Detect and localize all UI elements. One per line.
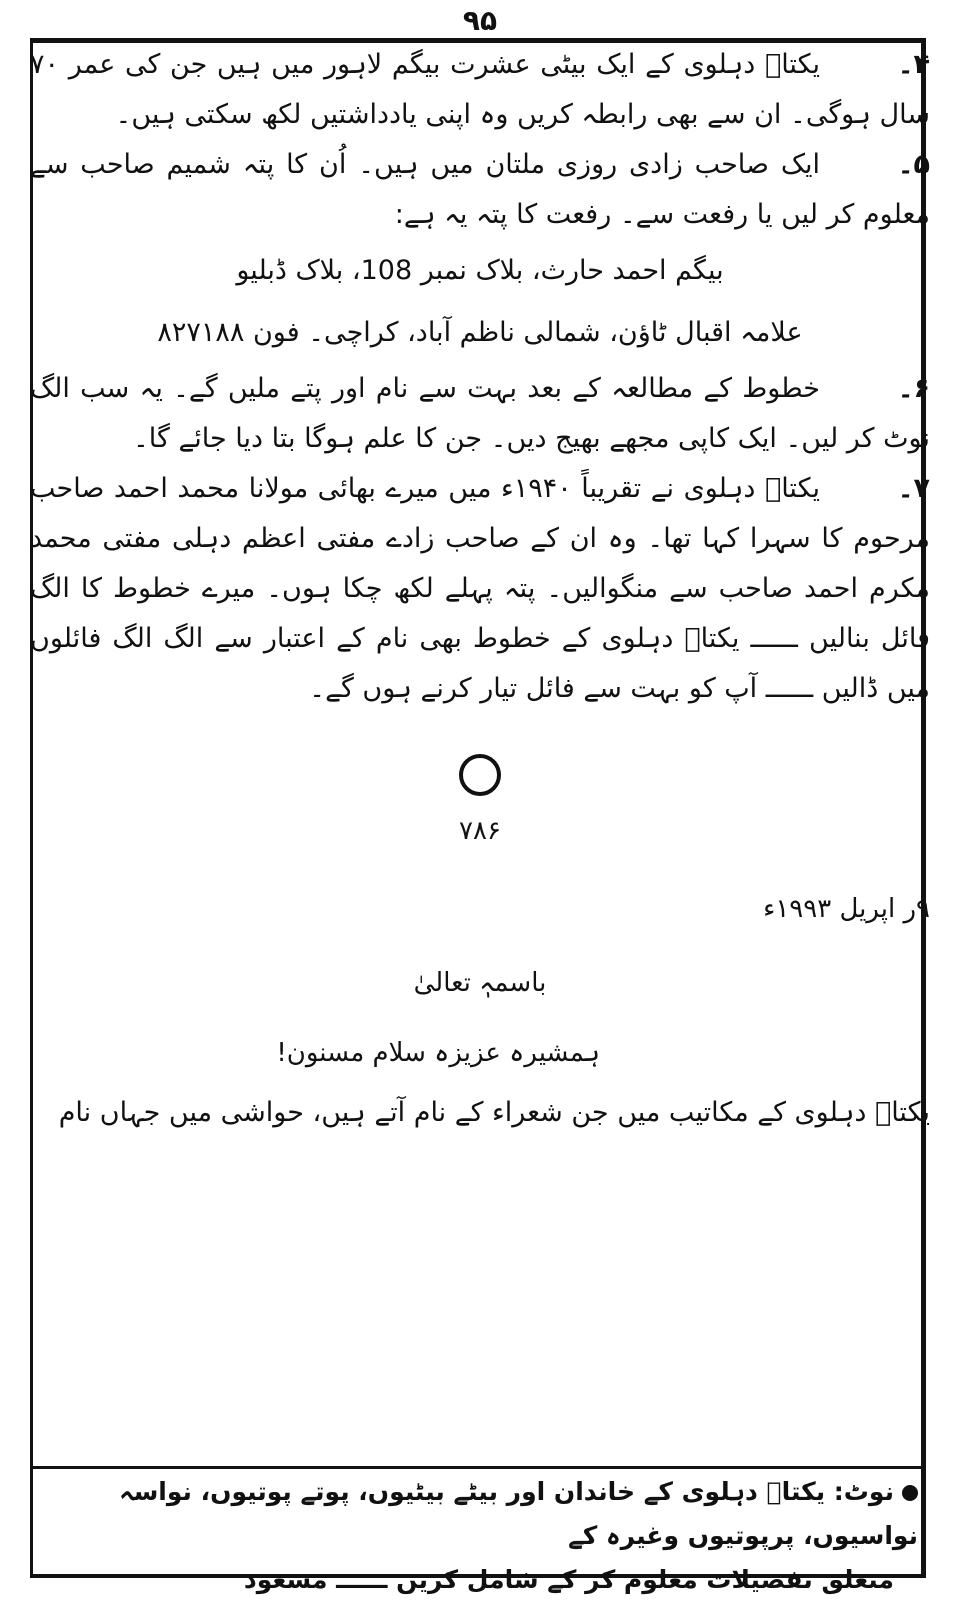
- paragraph-number: ۵۔: [897, 149, 930, 180]
- paragraph-number: ۴۔: [897, 49, 930, 80]
- paragraph-6: [30, 364, 930, 464]
- footnote-divider: [30, 1466, 926, 1469]
- address-line-2: علامہ اقبال ٹاؤن، شمالی ناظم آباد، کراچی۔ فون ۸۲۷۱۸۸: [157, 317, 803, 348]
- footnote-line-1: [60, 1470, 918, 1558]
- section-circle-icon: [459, 754, 501, 796]
- paragraph-text: ایک صاحب زادی روزی ملتان میں ہیں۔ اُن کا پتہ شمیم صاحب سے معلوم کر لیں یا رفعت سے۔ رفعت کا پتہ یہ ہے:: [30, 149, 930, 230]
- salutation: ہمشیرہ عزیزہ سلام مسنون!: [276, 1038, 600, 1068]
- footnote-bullet-icon: [902, 1485, 918, 1501]
- paragraph-number: ۶۔: [897, 373, 930, 404]
- address-line-1: بیگم احمد حارث، بلاک نمبر 108، بلاک ڈبلیو: [236, 255, 724, 286]
- letter-content: [30, 40, 930, 1138]
- paragraph-text: یکتاؔ دہلوی کے ایک بیٹی عشرت بیگم لاہور میں ہیں جن کی عمر ۷۰ سال ہوگی۔ ان سے بھی رابطہ کریں وہ اپنی یادداشتیں لکھ سکتی ہیں۔: [30, 49, 930, 130]
- page-number: ۹۵: [462, 4, 498, 37]
- footnote: [60, 1470, 918, 1602]
- paragraph-number: ۷۔: [897, 473, 930, 504]
- paragraph-text: خطوط کے مطالعہ کے بعد بہت سے نام اور پتے ملیں گے۔ یہ سب الگ نوٹ کر لیں۔ ایک کاپی مجھے بھیج دیں۔ جن کا علم ہوگا بتا دیا جائے گا۔: [30, 373, 930, 454]
- bismi-heading: باسمہٖ تعالیٰ: [413, 968, 547, 998]
- address-block: [30, 240, 930, 364]
- letter-date: ۹ر اپریل ۱۹۹۳ء: [763, 894, 930, 924]
- paragraph-7: [30, 464, 930, 714]
- footnote-line-2: متعلق تفصیلات معلوم کر کے شامل کریں ــــــ مسعود: [243, 1565, 894, 1594]
- paragraph-4: [30, 40, 930, 140]
- footnote-text-1: نوٹ: یکتاؔ دہلوی کے خاندان اور بیٹے بیٹیوں، پوتے پوتیوں، نواسہ نواسیوں، پرپوتیوں وغیرہ کے: [119, 1477, 918, 1550]
- paragraph-5: [30, 140, 930, 240]
- letter-body-line: یکتاؔ دہلوی کے مکاتیب میں جن شعراء کے نام آتے ہیں، حواشی میں جہاں نام: [58, 1097, 930, 1128]
- letter-number: ۷۸۶: [459, 816, 501, 846]
- paragraph-text: یکتاؔ دہلوی نے تقریباً ۱۹۴۰ء میں میرے بھائی مولانا محمد احمد صاحب مرحوم کا سہرا کہا تھا۔ وہ ان کے صاحب زادے مفتی اعظم دہلی مفتی محمد مکرم احمد صاحب سے منگوالیں۔ پتہ پہلے لکھ چکا ہوں۔ میرے خطوط کا الگ فائل بنالیں ــــــ یکتاؔ دہلوی کے خطوط بھی نام کے اعتبار سے الگ الگ فائلوں میں ڈالیں ــــــ آپ کو بہت سے فائل تیار کرنے ہوں گے۔: [30, 473, 930, 704]
